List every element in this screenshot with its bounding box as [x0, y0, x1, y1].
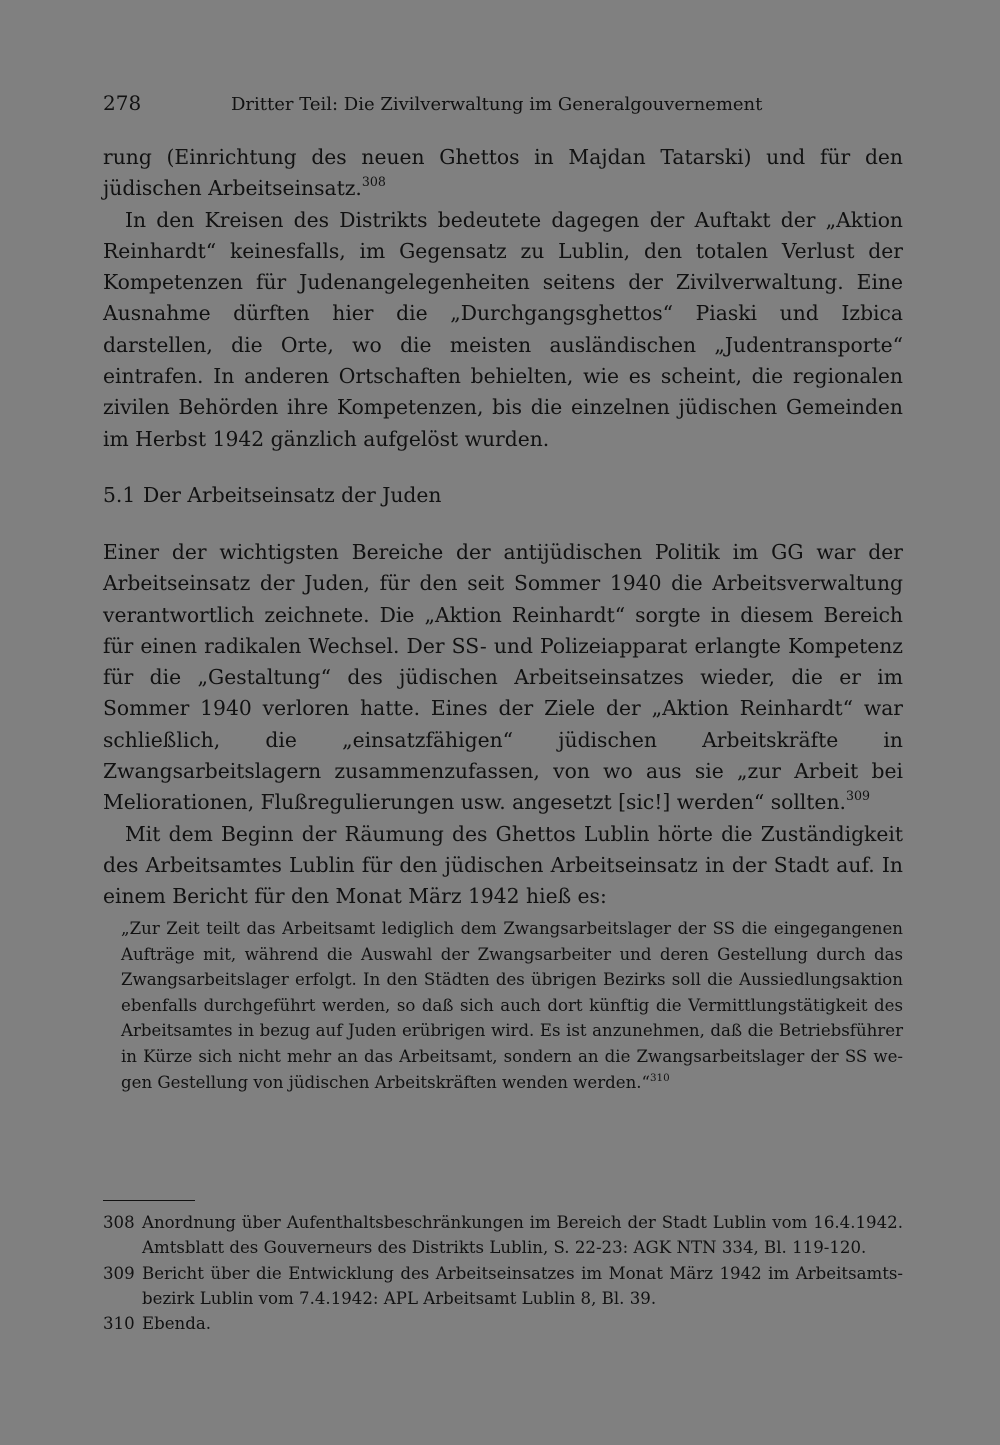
paragraph — [103, 142, 903, 205]
paragraph: In den Kreisen des Distrikts bedeutete dagegen der Auftakt der „Aktion Reinhardt“ keinesfalls, im Gegensatz zu Lublin, den totalen Verlust der Kompetenzen für Judenangelegenheiten seitens der Zivilverwaltung. Eine Ausnahme dürften hier die „Durchgangsghettos“ Piaski und Izbica darstellen, die Orte, wo die meisten ausländischen „Judentransporte“ eintrafen. In anderen Ortschaften behielten, wie es scheint, die regionalen zivilen Behörden ihre Kompetenzen, bis die einzelnen jüdischen Gemeinden im Herbst 1942 gänzlich aufgelöst wurden. — [103, 207, 903, 451]
paragraph-text: rung (Einrichtung des neuen Ghettos in Majdan Tatarski) und für den jüdischen Arbeitseinsatz. — [103, 145, 903, 201]
paragraph — [103, 537, 903, 819]
section-number: 5.1 — [103, 483, 136, 507]
paragraph: Mit dem Beginn der Räumung des Ghettos Lublin hörte die Zuständigkeit des Arbeitsamtes Lublin für den jüdischen Arbeitseinsatz in der Stadt auf. In einem Bericht für den Monat März 1942 hieß es: — [103, 821, 903, 909]
page-header — [103, 88, 903, 118]
footnote-reference: 309 — [845, 788, 870, 804]
footnote — [103, 1210, 903, 1261]
quote-text: „Zur Zeit teilt das Arbeitsamt lediglich dem Zwangsarbeitslager der SS die eingegangenen Aufträge mit, während die Auswahl der Zwangsarbeiter und deren Gestellung durch das Zwangsarbeitslager erfolgt. In den Städten des übrigen Bezirks soll die Aussiedlungsaktion ebenfalls durchgeführt werden, so daß sich auch dort künftig die Vermittlungstätigkeit des Arbeitsamtes in bezug auf Juden erübrigen wird. Es ist anzunehmen, daß die Betriebsführer in Kürze sich nicht mehr an das Arbeitsamt, sondern an die Zwangsarbeitslager der SS wegen Gestellung von jüdischen Arbeitskräften wenden werden.“ — [121, 919, 903, 1092]
footnote-text: Ebenda. — [142, 1314, 212, 1334]
footnote — [103, 1261, 903, 1312]
running-title: Dritter Teil: Die Zivilverwaltung im Generalgouvernement — [231, 94, 763, 115]
footnote — [103, 1311, 903, 1336]
page-number: 278 — [103, 91, 142, 115]
footnote-text: Anordnung über Aufenthaltsbeschränkungen im Bereich der Stadt Lublin vom 16.4.1942. Amtsblatt des Gouverneurs des Distrikts Lublin, S. 22-23: AGK NTN 334, Bl. 119-120. — [142, 1213, 903, 1258]
section-body — [103, 537, 903, 913]
intro-text — [103, 142, 903, 455]
footnote-reference: 310 — [650, 1071, 670, 1084]
footnote-reference: 308 — [361, 174, 386, 190]
section-title: Der Arbeitseinsatz der Juden — [143, 483, 442, 507]
footnote-number: 310 — [103, 1314, 135, 1334]
footnote-number: 308 — [103, 1213, 135, 1232]
footnote-divider — [103, 1200, 195, 1201]
section-heading — [103, 480, 903, 510]
paragraph-text: Einer der wichtigsten Bereiche der antijüdischen Politik im GG war der Arbeitseinsatz der Juden, für den seit Sommer 1940 die Arbeitsverwaltung verantwortlich zeichnete. Die „Aktion Reinhardt“ sorgte in diesem Bereich für einen radikalen Wechsel. Der SS- und Polizeiapparat erlangte Kompetenz für die „Gestaltung“ des jüdischen Arbeitseinsatzes wieder, die er im Sommer 1940 verloren hatte. Eines der Ziele der „Aktion Reinhardt“ war schließlich, die „einsatzfähigen“ jüdischen Arbeitskräfte in Zwangsarbeitslagern zusammenzufassen, von wo aus sie „zur Arbeit bei Meliorationen, Flußregulierungen usw. angesetzt [sic!] werden“ sollten. — [103, 540, 903, 815]
footnote-number: 309 — [103, 1263, 135, 1283]
footnotes — [103, 1210, 903, 1336]
footnote-text: Bericht über die Entwicklung des Arbeitseinsatzes im Monat März 1942 im Arbeitsamtsbezirk Lublin vom 7.4.1942: APL Arbeitsamt Lublin 8, Bl. 39. — [142, 1263, 903, 1308]
block-quote — [121, 916, 903, 1095]
